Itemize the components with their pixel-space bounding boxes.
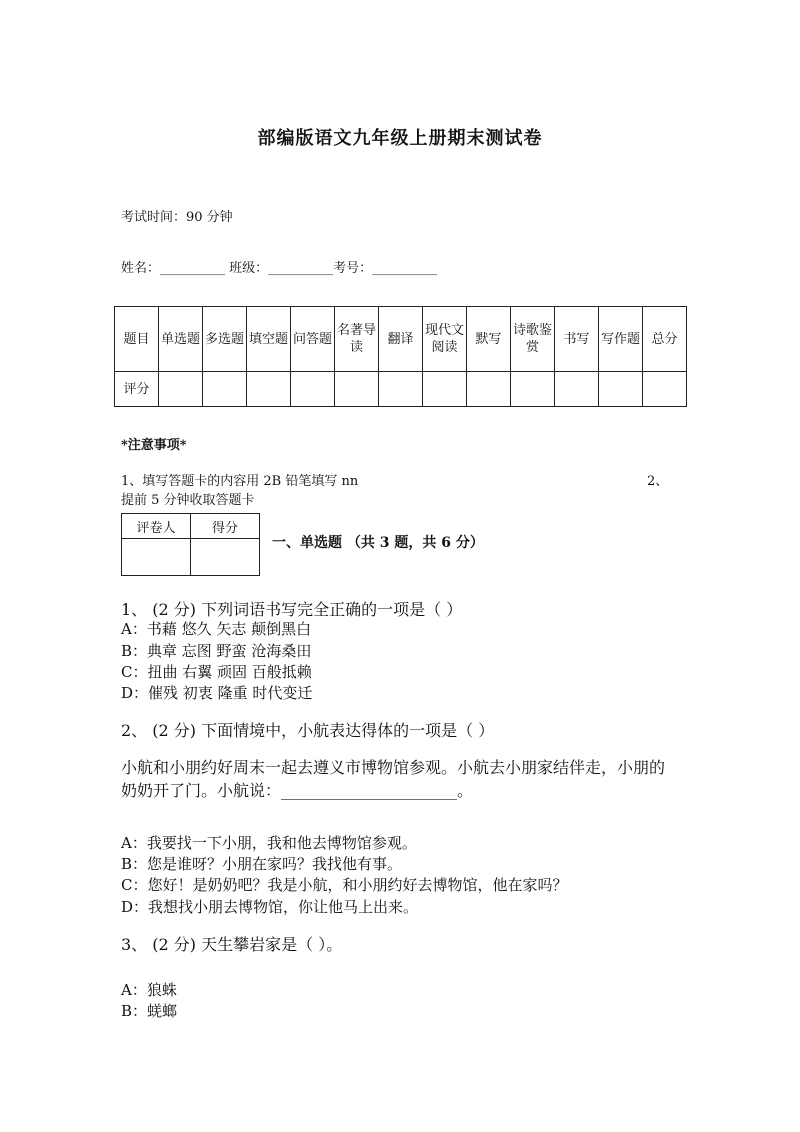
grader-input-cell[interactable] <box>122 539 191 576</box>
question-2-passage: 小航和小朋约好周末一起去遵义市博物馆参观。小航去小朋家结伴走，小朋的 <box>121 758 666 777</box>
score-header-cell: 单选题 <box>159 307 203 372</box>
notice-line-2-number: 2、 <box>647 474 669 489</box>
score-input-cell[interactable] <box>555 372 599 407</box>
question-1-stem: 1、 (2 分) 下列词语书写完全正确的一项是（ ） <box>121 600 463 619</box>
section-heading: 一、单选题 （共 3 题，共 6 分） <box>272 535 484 551</box>
question-2-passage-cont: 奶奶开了门。小航说：______________________。 <box>121 781 474 800</box>
question-1-option-d[interactable]: D：催残 初衷 隆重 时代变迁 <box>121 684 313 702</box>
question-1-option-a[interactable]: A：书藉 悠久 矢志 颠倒黑白 <box>121 620 312 638</box>
score-header-cell: 翻译 <box>379 307 423 372</box>
score-input-cell[interactable] <box>159 372 203 407</box>
score-header-cell: 写作题 <box>599 307 643 372</box>
question-2-option-a[interactable]: A：我要找一下小朋，我和他去博物馆参观。 <box>121 834 417 852</box>
score-header-cell: 题目 <box>115 307 159 372</box>
score-label: 得分 <box>191 514 260 539</box>
notice-heading: *注意事项* <box>121 438 187 453</box>
question-2-option-d[interactable]: D：我想找小朋去博物馆，你让他马上出来。 <box>121 898 419 916</box>
score-header-cell: 诗歌鉴赏 <box>511 307 555 372</box>
score-header-cell: 问答题 <box>291 307 335 372</box>
score-table-header-row <box>115 307 687 372</box>
question-2-stem: 2、 (2 分) 下面情境中，小航表达得体的一项是（ ） <box>121 721 495 740</box>
score-header-cell: 名著导读 <box>335 307 379 372</box>
score-input-cell[interactable] <box>511 372 555 407</box>
score-header-cell: 总分 <box>643 307 687 372</box>
score-header-cell: 默写 <box>467 307 511 372</box>
question-3-stem: 3、 (2 分) 天生攀岩家是（ ）。 <box>121 935 343 954</box>
page-title: 部编版语文九年级上册期末测试卷 <box>257 128 543 149</box>
score-header-cell: 书写 <box>555 307 599 372</box>
score-table <box>114 306 687 407</box>
score-input-cell[interactable] <box>335 372 379 407</box>
score-input-cell[interactable] <box>191 539 260 576</box>
question-3-option-b[interactable]: B：蜣螂 <box>121 1002 178 1020</box>
question-2-option-b[interactable]: B：您是谁呀？小朋在家吗？我找他有事。 <box>121 855 403 873</box>
score-input-cell[interactable] <box>203 372 247 407</box>
question-1-option-c[interactable]: C：扭曲 右翼 顽固 百般抵赖 <box>121 663 312 681</box>
score-table-score-row <box>115 372 687 407</box>
question-1-option-b[interactable]: B：典章 忘图 野蛮 沧海桑田 <box>121 642 312 660</box>
score-header-cell: 填空题 <box>247 307 291 372</box>
score-input-cell[interactable] <box>291 372 335 407</box>
score-row-label: 评分 <box>115 372 159 407</box>
grader-label: 评卷人 <box>122 514 191 539</box>
score-input-cell[interactable] <box>423 372 467 407</box>
notice-line-2: 提前 5 分钟收取答题卡 <box>121 493 255 508</box>
student-info-line: 姓名：__________ 班级：__________考号：__________ <box>121 261 438 276</box>
score-input-cell[interactable] <box>599 372 643 407</box>
grader-table <box>121 513 260 576</box>
score-input-cell[interactable] <box>643 372 687 407</box>
score-input-cell[interactable] <box>379 372 423 407</box>
exam-time: 考试时间：90 分钟 <box>121 210 233 225</box>
score-input-cell[interactable] <box>247 372 291 407</box>
score-header-cell: 现代文阅读 <box>423 307 467 372</box>
score-input-cell[interactable] <box>467 372 511 407</box>
notice-line-1: 1、填写答题卡的内容用 2B 铅笔填写 nn <box>121 474 359 489</box>
question-2-option-c[interactable]: C：您好！是奶奶吧？我是小航，和小朋约好去博物馆，他在家吗？ <box>121 876 568 894</box>
question-3-option-a[interactable]: A：狼蛛 <box>121 981 177 999</box>
score-header-cell: 多选题 <box>203 307 247 372</box>
